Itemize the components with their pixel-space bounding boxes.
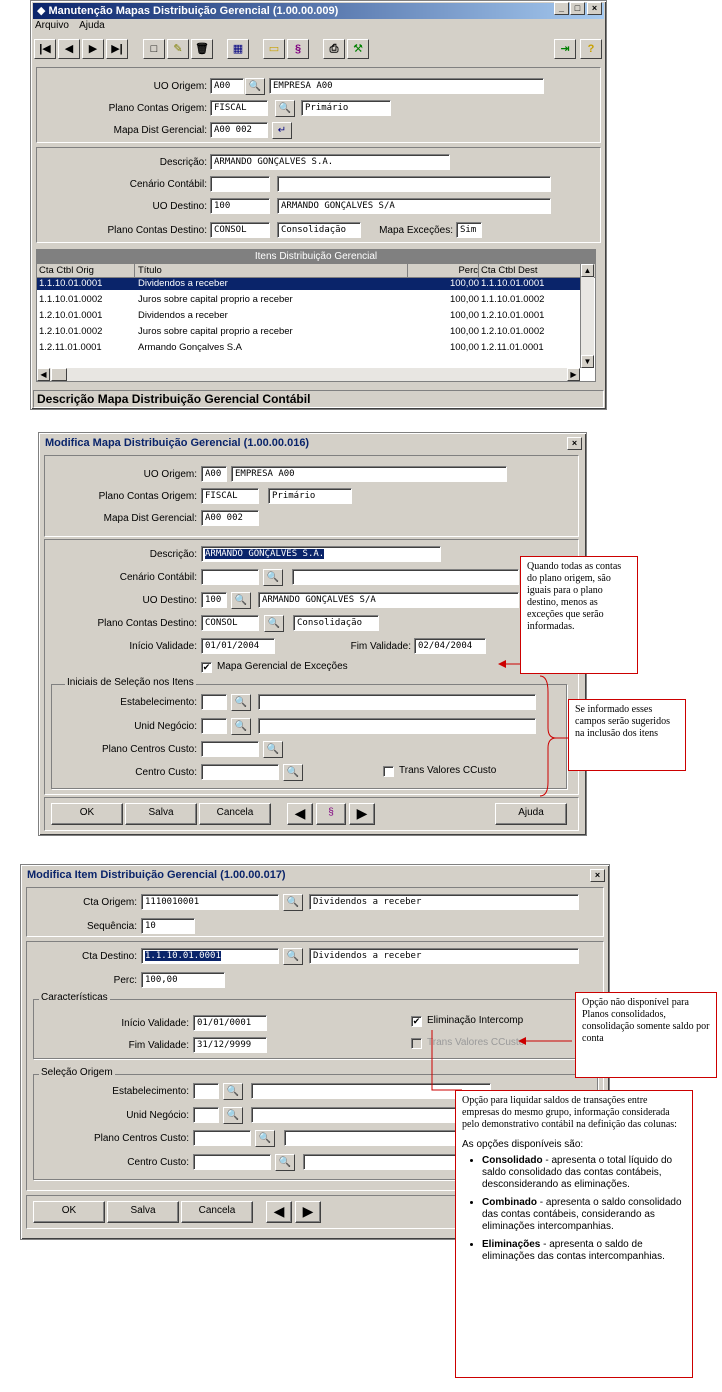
uo-destino-search-icon[interactable]: 🔍	[231, 592, 251, 609]
grid-icon[interactable]: ▦	[227, 39, 249, 59]
table-row[interactable]	[37, 342, 583, 354]
cc-field[interactable]	[201, 764, 279, 780]
mapa-excecoes-label: Mapa Exceções:	[379, 225, 453, 236]
estab-label: Estabelecimento:	[120, 697, 197, 708]
note-item-text: - apresenta o saldo consolidado das contas contábeis, considerando as eliminações intercompanhias.	[482, 1197, 682, 1232]
perc-field[interactable]: 100,00	[141, 972, 225, 988]
table-cell: 1.1.10.01.0001	[481, 278, 545, 289]
col-cta-dest[interactable]: Cta Ctbl Dest	[481, 264, 581, 278]
ajuda-button[interactable]: Ajuda	[495, 803, 567, 825]
note-item-term: Consolidado	[482, 1155, 543, 1166]
cenario-label: Cenário Contábil:	[129, 179, 207, 190]
title-text: Modifica Item Distribuição Gerencial (1.00.00.017)	[27, 869, 286, 881]
elim-intercomp-checkbox[interactable]: ✔	[412, 1016, 421, 1026]
grid-body	[37, 278, 595, 368]
plano-destino-desc: Consolidação	[293, 615, 379, 631]
inicio-label: Início Validade:	[121, 1018, 189, 1029]
cc-field[interactable]	[193, 1154, 271, 1170]
estab-search-icon[interactable]: 🔍	[231, 694, 251, 711]
uo-destino-field[interactable]: 100	[210, 198, 270, 214]
mapa-field[interactable]: A00 002	[201, 510, 259, 526]
exit-icon[interactable]: ⇥	[554, 39, 576, 59]
note-trans-ccusto	[575, 992, 717, 1078]
close-button[interactable]: ×	[567, 437, 582, 450]
cta-origem-field[interactable]: 1110010001	[141, 894, 279, 910]
delete-icon[interactable]: 🗑	[191, 39, 213, 59]
note-item-term: Eliminações	[482, 1239, 541, 1250]
enter-icon[interactable]: ↵	[272, 122, 292, 139]
fim-label: Fim Validade:	[350, 641, 411, 652]
cancela-button[interactable]: Cancela	[199, 803, 271, 825]
note-elim-item	[482, 1155, 686, 1191]
table-cell: 1.2.10.01.0002	[481, 326, 545, 337]
cta-origem-label: Cta Origem:	[83, 897, 137, 908]
table-cell: 100,00	[449, 326, 479, 337]
prev-icon[interactable]: ◀	[287, 803, 313, 825]
fim-field[interactable]: 02/04/2004	[414, 638, 486, 654]
sequencia-label: Sequência:	[86, 921, 137, 932]
unid-field[interactable]	[201, 718, 227, 734]
note-elim-sub: As opções disponíveis são:	[462, 1139, 584, 1150]
salva-button[interactable]: Salva	[125, 803, 197, 825]
uo-origem-desc: EMPRESA A00	[269, 78, 544, 94]
table-cell: 100,00	[449, 310, 479, 321]
note-elim-intercomp	[455, 1090, 693, 1378]
mapa-excecoes-field[interactable]: Sim	[456, 222, 482, 238]
uo-destino-desc: ARMANDO GONÇALVES S/A	[258, 592, 519, 608]
scroll-left-icon[interactable]: ◀	[37, 368, 50, 381]
uo-origem-label: UO Origem:	[153, 81, 207, 92]
next-icon[interactable]: ▶	[349, 803, 375, 825]
unid-search-icon[interactable]: 🔍	[231, 718, 251, 735]
descricao-label: Descrição:	[159, 157, 207, 168]
unid-label: Unid Negócio:	[134, 721, 197, 732]
cc-label: Centro Custo:	[127, 1157, 189, 1168]
scroll-thumb[interactable]	[51, 368, 67, 381]
grid-hscroll[interactable]	[37, 368, 580, 381]
grid-title: Itens Distribuição Gerencial	[37, 250, 595, 264]
plano-cc-field[interactable]	[201, 741, 259, 757]
window-title	[23, 867, 607, 883]
plano-cc-field[interactable]	[193, 1130, 251, 1146]
note-item-term: Combinado	[482, 1197, 537, 1208]
plano-destino-field[interactable]: CONSOL	[210, 222, 270, 238]
trans-ccusto-checkbox[interactable]	[383, 766, 394, 777]
note-item-text: - apresenta o saldo de eliminações das contas intercompanhias.	[482, 1239, 665, 1262]
maximize-button[interactable]: □	[570, 2, 585, 15]
cta-destino-desc: Dividendos a receber	[309, 948, 579, 964]
unid-field[interactable]	[193, 1107, 219, 1123]
cenario-field[interactable]	[210, 176, 270, 192]
table-row[interactable]	[37, 326, 583, 338]
uo-origem-label: UO Origem:	[143, 469, 197, 480]
table-cell: 1.2.10.01.0001	[39, 310, 103, 321]
salva-button[interactable]: Salva	[107, 1201, 179, 1223]
grid-header	[37, 264, 595, 278]
note-mapa-excecoes	[520, 556, 638, 674]
table-row[interactable]	[37, 310, 583, 322]
next-icon[interactable]: ▶	[295, 1201, 321, 1223]
uo-origem-field[interactable]: A00	[210, 78, 244, 94]
minimize-button[interactable]: _	[554, 2, 569, 15]
plano-origem-field[interactable]: FISCAL	[201, 488, 259, 504]
inicio-field[interactable]: 01/01/2004	[201, 638, 275, 654]
next-record-icon[interactable]: ▶	[82, 39, 104, 59]
cta-destino-field[interactable]	[141, 948, 279, 964]
cta-destino-search-icon[interactable]: 🔍	[283, 948, 303, 965]
unid-search-icon[interactable]: 🔍	[223, 1107, 243, 1124]
plano-origem-search-icon[interactable]: 🔍	[275, 100, 295, 117]
table-cell: 1.2.10.01.0002	[39, 326, 103, 337]
selection-group-title: Iniciais de Seleção nos Itens	[67, 677, 194, 688]
note-trans-ccusto-text: Opção não disponível para Planos consolidados, consolidação somente saldo por conta	[582, 997, 710, 1044]
cta-origem-desc: Dividendos a receber	[309, 894, 579, 910]
estab-field[interactable]	[193, 1083, 219, 1099]
table-row[interactable]	[37, 278, 583, 290]
estab-label: Estabelecimento:	[112, 1086, 189, 1097]
mapa-field[interactable]: A00 002	[210, 122, 268, 138]
inicio-field[interactable]: 01/01/0001	[193, 1015, 267, 1031]
plano-origem-desc: Primário	[268, 488, 352, 504]
menu-arquivo[interactable]: Arquivo	[35, 20, 69, 31]
cta-destino-label: Cta Destino:	[81, 951, 137, 962]
status-bar	[33, 390, 604, 408]
table-cell: Dividendos a receber	[138, 310, 228, 321]
mapa-excecoes-checkbox[interactable]: ✔	[202, 662, 211, 672]
table-cell: 100,00	[449, 278, 479, 289]
descricao-label: Descrição:	[149, 549, 197, 560]
cta-destino-value: 1.1.10.01.0001	[145, 951, 221, 961]
note-selecao-itens-text: Se informado esses campos serão sugeridos na inclusão dos itens	[575, 704, 670, 739]
cenario-desc	[292, 569, 519, 585]
scroll-right-icon[interactable]: ▶	[567, 368, 580, 381]
close-button[interactable]: ×	[590, 869, 605, 882]
ok-button[interactable]: OK	[51, 803, 123, 825]
first-record-icon[interactable]: |◀	[34, 39, 56, 59]
fim-field[interactable]: 31/12/9999	[193, 1037, 267, 1053]
close-button[interactable]: ×	[587, 2, 602, 15]
estab-desc	[258, 694, 536, 710]
table-cell: Juros sobre capital proprio a receber	[138, 326, 293, 337]
descricao-value: ARMANDO GONÇALVES S.A.	[205, 549, 325, 559]
uo-destino-desc: ARMANDO GONÇALVES S/A	[277, 198, 551, 214]
uo-origem-search-icon[interactable]: 🔍	[245, 78, 265, 95]
cancela-button[interactable]: Cancela	[181, 1201, 253, 1223]
last-record-icon[interactable]: ▶|	[106, 39, 128, 59]
elim-intercomp-label: Eliminação Intercomp	[427, 1015, 524, 1026]
estab-field[interactable]	[201, 694, 227, 710]
uo-origem-desc: EMPRESA A00	[231, 466, 507, 482]
title-text: Modifica Mapa Distribuição Gerencial (1.00.00.016)	[45, 437, 310, 449]
mapa-label: Mapa Dist Gerencial:	[113, 125, 207, 136]
table-cell: Armando Gonçalves S.A	[138, 342, 243, 353]
mapa-label: Mapa Dist Gerencial:	[103, 513, 197, 524]
trans-ccusto-label: Trans Valores CCusto	[399, 765, 497, 776]
perc-label: Perc:	[113, 975, 137, 986]
mapa-excecoes-label: Mapa Gerencial de Exceções	[217, 661, 348, 672]
table-cell: 1.2.10.01.0001	[481, 310, 545, 321]
window-title	[41, 435, 584, 451]
table-cell: 1.2.11.01.0001	[481, 342, 544, 353]
note-elim-intro: Opção para liquidar saldos de transações entre empresas do mesmo grupo, informação considerada pelo demonstrativo contábil na definição das colunas:	[462, 1095, 677, 1130]
unid-desc	[258, 718, 536, 734]
table-cell: Juros sobre capital proprio a receber	[138, 294, 293, 305]
cenario-label: Cenário Contábil:	[119, 572, 197, 583]
col-cta-orig[interactable]: Cta Ctbl Orig	[39, 264, 135, 278]
cenario-field[interactable]	[201, 569, 259, 585]
tools-icon[interactable]: ⚒	[347, 39, 369, 59]
scroll-down-icon[interactable]: ▼	[581, 355, 594, 368]
uo-destino-label: UO Destino:	[152, 201, 207, 212]
cenario-search-icon[interactable]: 🔍	[263, 569, 283, 586]
plano-cc-label: Plano Centros Custo:	[93, 1133, 189, 1144]
plano-destino-search-icon[interactable]: 🔍	[264, 615, 284, 632]
plano-cc-search-icon[interactable]: 🔍	[263, 741, 283, 758]
cc-search-icon[interactable]: 🔍	[275, 1154, 295, 1171]
table-cell: Dividendos a receber	[138, 278, 228, 289]
prev-icon[interactable]: ◀	[266, 1201, 292, 1223]
sequencia-field[interactable]: 10	[141, 918, 195, 934]
cenario-desc	[277, 176, 551, 192]
plano-cc-label: Plano Centros Custo:	[101, 744, 197, 755]
table-row[interactable]	[37, 294, 583, 306]
plano-destino-label: Plano Contas Destino:	[97, 618, 197, 629]
plano-origem-desc: Primário	[301, 100, 391, 116]
print-icon[interactable]: ⎙	[323, 39, 345, 59]
descricao-field[interactable]	[201, 546, 441, 562]
plano-destino-label: Plano Contas Destino:	[107, 225, 207, 236]
table-cell: 1.2.11.01.0001	[39, 342, 102, 353]
plano-destino-field[interactable]: CONSOL	[201, 615, 259, 631]
note-item-text: - apresenta o total líquido do saldo consolidado das contas contábeis, desconsiderando as eliminações.	[482, 1155, 673, 1190]
uo-origem-field[interactable]: A00	[201, 466, 227, 482]
cc-label: Centro Custo:	[135, 767, 197, 778]
cc-search-icon[interactable]: 🔍	[283, 764, 303, 781]
trans-ccusto-label: Trans Valores CCusto	[427, 1037, 525, 1048]
document-icon[interactable]: ▭	[263, 39, 285, 59]
window-title	[33, 3, 604, 19]
plano-origem-field[interactable]: FISCAL	[210, 100, 268, 116]
table-cell: 100,00	[449, 294, 479, 305]
status-text: Descrição Mapa Distribuição Gerencial Contábil	[37, 392, 311, 406]
plano-cc-search-icon[interactable]: 🔍	[255, 1130, 275, 1147]
menu-ajuda[interactable]: Ajuda	[79, 20, 105, 31]
fim-label: Fim Validade:	[128, 1040, 189, 1051]
table-cell: 1.1.10.01.0001	[39, 278, 103, 289]
table-cell: 1.1.10.01.0002	[481, 294, 545, 305]
scroll-up-icon[interactable]: ▲	[581, 264, 594, 277]
grid-vscroll[interactable]	[580, 264, 594, 368]
table-cell: 100,00	[449, 342, 479, 353]
prev-record-icon[interactable]: ◀	[58, 39, 80, 59]
new-icon[interactable]: □	[143, 39, 165, 59]
col-perc[interactable]: Perc	[409, 264, 479, 278]
plano-destino-desc: Consolidação	[277, 222, 361, 238]
note-mapa-excecoes-text: Quando todas as contas do plano origem, são iguais para o plano destino, menos as exceções que serão informadas.	[527, 561, 622, 632]
link-icon[interactable]: §	[316, 803, 346, 825]
uo-destino-label: UO Destino:	[142, 595, 197, 606]
link-icon[interactable]: §	[287, 39, 309, 59]
table-cell: 1.1.10.01.0002	[39, 294, 103, 305]
edit-icon[interactable]: ✎	[167, 39, 189, 59]
menu-bar	[35, 20, 105, 34]
ok-button[interactable]: OK	[33, 1201, 105, 1223]
plano-origem-label: Plano Contas Origem:	[108, 103, 207, 114]
selecao-group-title: Seleção Origem	[41, 1067, 113, 1078]
app-icon: ◆	[37, 5, 49, 17]
descricao-field[interactable]: ARMANDO GONÇALVES S.A.	[210, 154, 450, 170]
uo-destino-field[interactable]: 100	[201, 592, 227, 608]
trans-ccusto-checkbox	[411, 1038, 422, 1049]
caract-group-title: Características	[41, 992, 108, 1003]
col-titulo[interactable]: Título	[138, 264, 408, 278]
note-elim-item	[482, 1239, 686, 1263]
unid-label: Unid Negócio:	[126, 1110, 189, 1121]
inicio-label: Início Validade:	[129, 641, 197, 652]
items-grid[interactable]	[36, 249, 596, 382]
note-selecao-itens	[568, 699, 686, 771]
cta-origem-search-icon[interactable]: 🔍	[283, 894, 303, 911]
help-icon[interactable]: ?	[580, 39, 602, 59]
window-manutencao-mapas	[30, 0, 607, 410]
note-elim-list	[462, 1155, 686, 1263]
estab-search-icon[interactable]: 🔍	[223, 1083, 243, 1100]
plano-origem-label: Plano Contas Origem:	[98, 491, 197, 502]
note-elim-item	[482, 1197, 686, 1233]
title-text: Manutenção Mapas Distribuição Gerencial (1.00.00.009)	[48, 5, 339, 17]
window-modifica-mapa	[38, 432, 587, 836]
